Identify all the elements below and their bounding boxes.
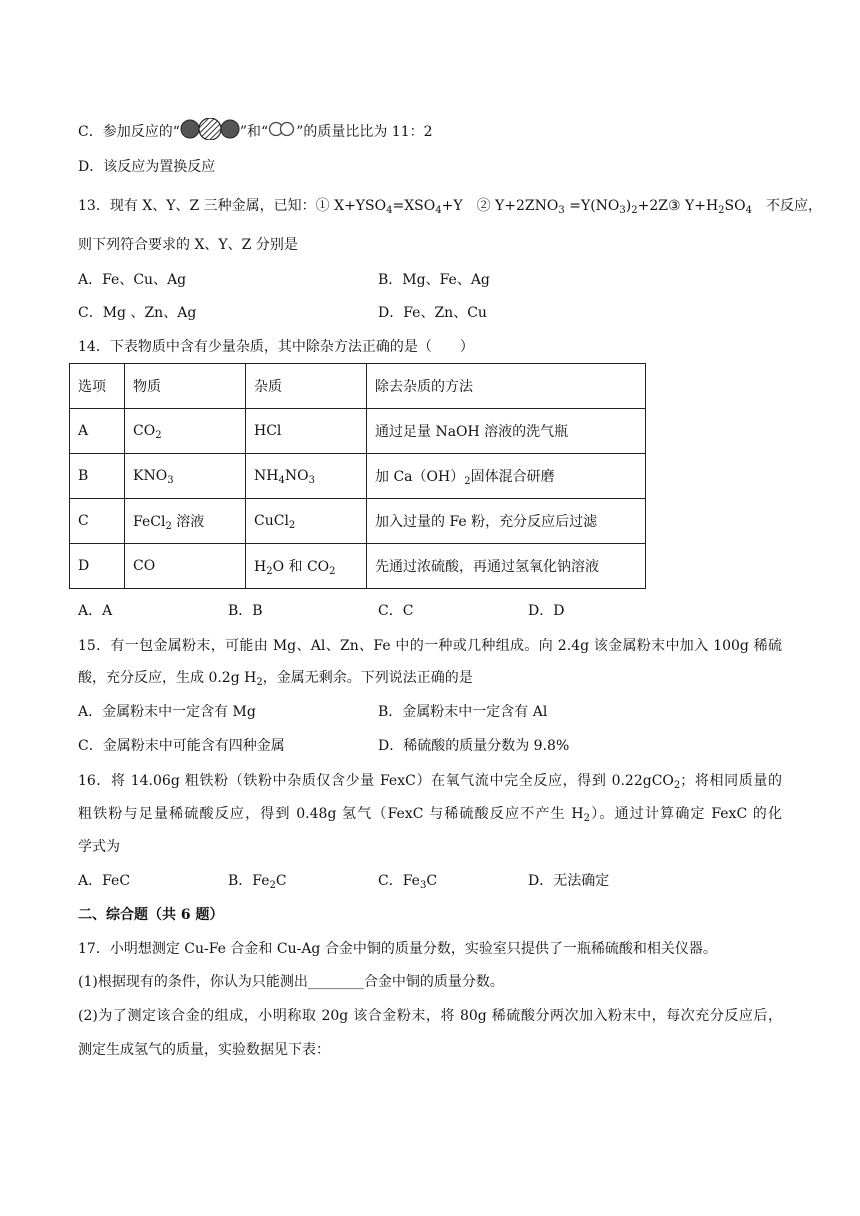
q12-option-c-pre: C．参加反应的“ (78, 124, 180, 140)
q12-option-d: D．该反应为置换反应 (78, 159, 216, 175)
table-cell: 通过足量 NaOH 溶液的洗气瓶 (367, 409, 646, 454)
table-cell: HCl (246, 409, 367, 454)
table-cell: CuCl$_2$ (246, 499, 367, 544)
q15-option-b: B．金属粉末中一定含有 Al (378, 704, 548, 720)
q16-option-c: C．$Fe_3C$ (378, 873, 438, 891)
table-row (70, 409, 646, 454)
q16-option-a: A．FeC (78, 873, 131, 889)
q16-stem-line2: 粗铁粉与足量稀硫酸反应，得到 0.48g 氢气（FexC 与稀硫酸反应不产生 $H_2$）。通过计算确定 FexC 的化 (78, 806, 782, 824)
q12-option-c (78, 118, 433, 146)
table-row (70, 544, 646, 589)
q14-option-d: D．D (528, 603, 565, 619)
table-cell: 加入过量的 Fe 粉，充分反应后过滤 (367, 499, 646, 544)
q14-option-a: A．A (78, 603, 113, 619)
q17-stem: 17．小明想测定 Cu-Fe 合金和 Cu-Ag 合金中铜的质量分数，实验室只提供了一瓶稀硫酸和相关仪器。 (78, 941, 717, 957)
table-cell: $CO_2$ (125, 409, 246, 454)
q14-stem: 14．下表物质中含有少量杂质，其中除杂方法正确的是（ ） (78, 339, 474, 355)
q15-stem: 15．有一包金属粉末，可能由 Mg、Al、Zn、Fe 中的一种或几种组成。向 2.4g 该金属粉末中加入 100g 稀硫 (78, 638, 782, 654)
table-cell: $KNO_3$ (125, 454, 246, 499)
q17-part2-line2: 测定生成氢气的质量，实验数据见下表： (78, 1042, 330, 1058)
q13-option-c: C．Mg 、Zn、Ag (78, 305, 197, 321)
q12-option-c-mid: ”和“ (239, 124, 269, 140)
table-cell: 加 $Ca(OH)_2$固体混合研磨 (367, 454, 646, 499)
molecule-three-atom-icon (180, 118, 240, 146)
q16-option-d: D．无法确定 (528, 873, 610, 889)
table-row (70, 454, 646, 499)
q12-option-c-post: ”的质量比比为 11：2 (296, 124, 433, 140)
q14-option-b: B．B (228, 603, 263, 619)
q13-stem-line2: 则下列符合要求的 X、Y、Z 分别是 (78, 237, 298, 253)
table-cell: $NH_4NO_3$ (246, 454, 367, 499)
q13-option-a: A．Fe、Cu、Ag (78, 272, 187, 288)
q15-option-d: D．稀硫酸的质量分数为 9.8% (378, 738, 570, 754)
table-cell: CO (125, 544, 246, 589)
section-heading: 二、综合题（共 6 题） (78, 907, 224, 923)
table-cell: D (70, 544, 125, 589)
table-cell: C (70, 499, 125, 544)
table-cell: B (70, 454, 125, 499)
q17-part1: (1)根据现有的条件，你认为只能测出________合金中铜的质量分数。 (78, 974, 504, 990)
q13-option-b: B．Mg、Fe、Ag (378, 272, 490, 288)
q14-table (69, 363, 646, 589)
table-header-cell: 杂质 (246, 364, 367, 409)
q14-option-c: C．C (378, 603, 414, 619)
q15-option-a: A．金属粉末中一定含有 Mg (78, 704, 256, 720)
table-header-cell: 物质 (125, 364, 246, 409)
table-header-cell: 除去杂质的方法 (367, 364, 646, 409)
q17-part2: (2)为了测定该合金的组成，小明称取 20g 该合金粉末，将 80g 稀硫酸分两次加入粉末中，每次充分反应后， (78, 1008, 782, 1024)
q16-stem: 16．将 14.06g 粗铁粉（铁粉中杂质仅含少量 FexC）在氧气流中完全反应，得到 0.22gCO$_2$；将相同质量的 (78, 773, 783, 791)
table-header-cell: 选项 (70, 364, 125, 409)
table-cell: A (70, 409, 125, 454)
q16-option-b: B．$Fe_2C$ (228, 873, 287, 891)
q13-option-d: D．Fe、Zn、Cu (378, 305, 487, 321)
table-header-row (70, 364, 646, 409)
q16-stem-line3: 学式为 (78, 839, 120, 855)
table-cell: 先通过浓硫酸，再通过氢氧化钠溶液 (367, 544, 646, 589)
table-cell: $H_2O$ 和 $CO_2$ (246, 544, 367, 589)
table-row (70, 499, 646, 544)
q13-stem: 13．现有 X、Y、Z 三种金属，已知：① $X+YSO_4=XSO_4+Y$ ② $Y+2ZNO_3$ $=Y(NO_3)_2+2Z③$ $Y+H_2SO_4$ 不反应， (78, 198, 822, 216)
q15-stem-line2: 酸，充分反应，生成 0.2g $H_2$，金属无剩余。下列说法正确的是 (78, 670, 473, 688)
table-cell: FeCl$_2$ 溶液 (125, 499, 246, 544)
molecule-two-atom-icon (268, 121, 296, 143)
q15-option-c: C．金属粉末中可能含有四种金属 (78, 738, 285, 754)
